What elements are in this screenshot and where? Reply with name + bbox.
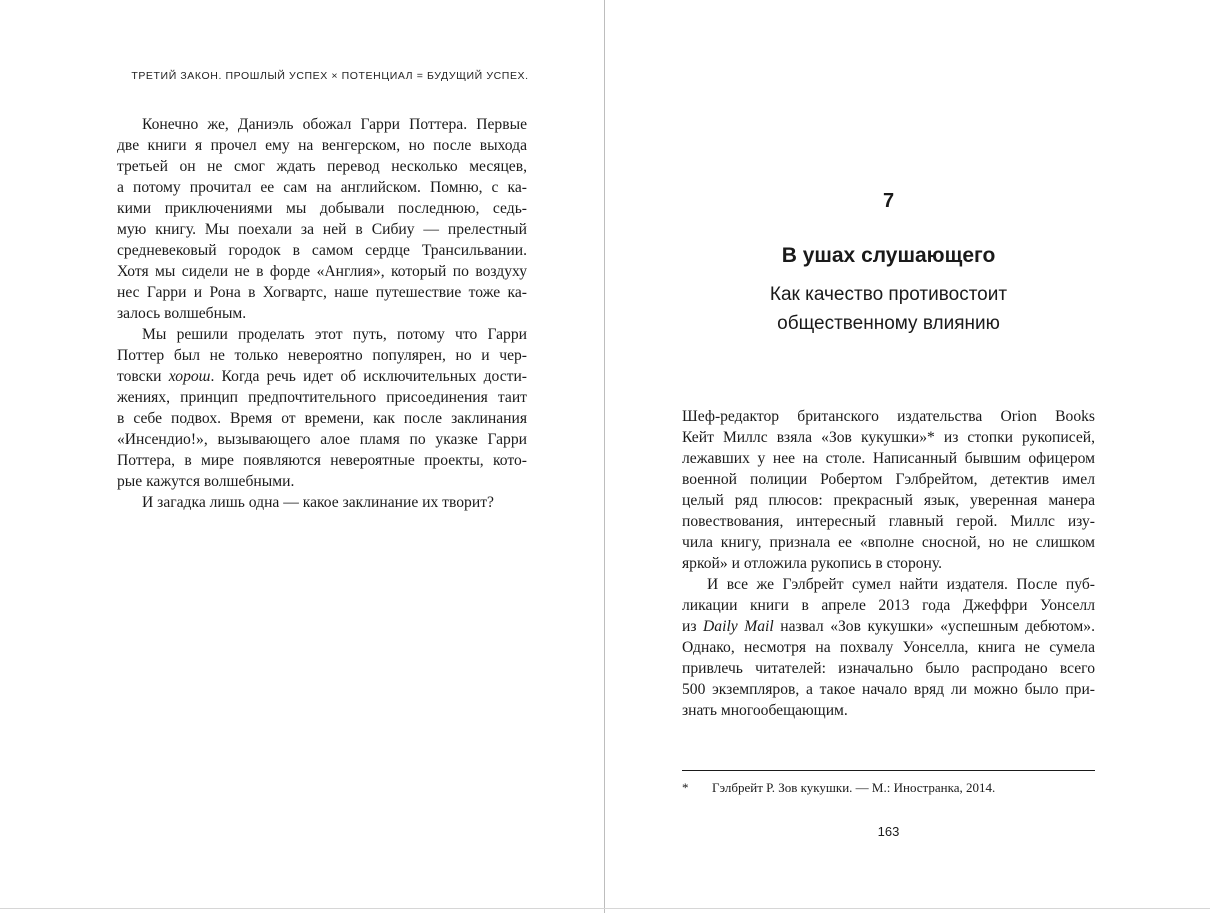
text-span: товски [117,368,169,385]
footnote [682,779,1095,797]
footnote-text: Гэлбрейт Р. Зов кукушки. — М.: Иностранка, 2014. [712,780,996,795]
text-line: Поттер был не только невероятно популярен, но и чер- [117,347,527,364]
text-line: Конечно же, Даниэль обожал Гарри Поттера. Первые [142,116,527,133]
text-line: Кейт Миллс взяла «Зов кукушки»* из стопки рукописей, [682,429,1095,446]
chapter-number: 7 [882,190,895,212]
text-line: нес Гарри и Рона в Хогвартс, наше путешествие тоже ка- [117,284,527,301]
text-span: из [682,618,704,635]
left-body-text [117,114,527,513]
running-head: ТРЕТИЙ ЗАКОН. ПРОШЛЫЙ УСПЕХ × ПОТЕНЦИАЛ = БУДУЩИЙ УСПЕХ. [131,70,529,82]
chapter-subtitle-line: общественному влиянию [777,313,1000,334]
text-line: повествования, интересный главный герой. Миллс изу- [682,513,1095,530]
text-line: И загадка лишь одна — какое заклинание их творит? [142,494,494,511]
footnote-rule [682,770,1095,771]
text-span: . Когда речь идет об исключительных дости- [210,368,527,385]
text-line: рые кажутся волшебными. [117,473,295,490]
text-line: жениях, принцип предпочтительного присоединения таит [117,389,527,406]
page-number: 163 [877,824,900,839]
text-line: знать многообещающим. [682,702,848,719]
text-line: И все же Гэлбрейт сумел найти издателя. После пуб- [707,576,1095,593]
footnote-mark: * [682,780,689,795]
text-line: лежавших у нее на столе. Написанный бывшим офицером [682,450,1095,467]
text-line: залось волшебным. [117,305,247,322]
text-line: средневековый городок в самом сердце Трансильвании. [117,242,527,259]
text-line: Однако, несмотря на похвалу Уонселла, книга не сумела [682,639,1095,656]
chapter-subtitle [682,280,1095,338]
text-line: «Инсендио!», вызывающего алое пламя по указке Гарри [117,431,527,448]
text-line-with-italic [117,366,527,387]
text-line: кими приключениями мы добывали последнюю, седь- [117,200,527,217]
text-line: Хотя мы сидели не в форде «Англия», который по воздуху [117,263,527,280]
text-line: ликации книги в апреле 2013 года Джеффри Уонселл [682,597,1095,614]
italic-word: Daily Mail [703,618,774,635]
text-line: а потому прочитал ее сам на английском. Помню, с ка- [117,179,527,196]
italic-word: хорош [168,368,211,385]
chapter-title: В ушах слушающего [781,244,996,267]
text-line: Шеф-редактор британского издательства Orion Books [682,408,1095,425]
right-body-text [682,406,1095,721]
text-line: привлечь читателей: изначально было распродано всего [682,660,1095,677]
text-line: военной полиции Робертом Гэлбрейтом, детектив имел [682,471,1095,488]
text-line: в себе подвох. Время от времени, как после заклинания [117,410,527,427]
left-page [0,0,604,913]
chapter-subtitle-line: Как качество противостоит [769,284,1008,305]
text-line: целый ряд плюсов: прекрасный язык, уверенная манера [682,492,1095,509]
text-line: чила книгу, признала ее «вполне сносной, но не слишком [682,534,1095,551]
right-page [605,0,1210,913]
text-line: мую книгу. Мы поехали за ней в Сибиу — прелестный [117,221,527,238]
text-line: яркой» и отложила рукопись в сторону. [682,555,943,572]
text-line: 500 экземпляров, а такое начало вряд ли можно было при- [682,681,1095,698]
text-line-with-italic [682,616,1095,637]
text-line: третьей он не смог ждать перевод несколько месяцев, [117,158,527,175]
text-line: Поттера, в мире появляются невероятные проекты, кото- [117,452,527,469]
text-line: две книги я прочел ему на венгерском, но после выхода [117,137,527,154]
text-line: Мы решили проделать этот путь, потому что Гарри [142,326,527,343]
text-span: назвал «Зов кукушки» «успешным дебютом». [773,618,1095,635]
